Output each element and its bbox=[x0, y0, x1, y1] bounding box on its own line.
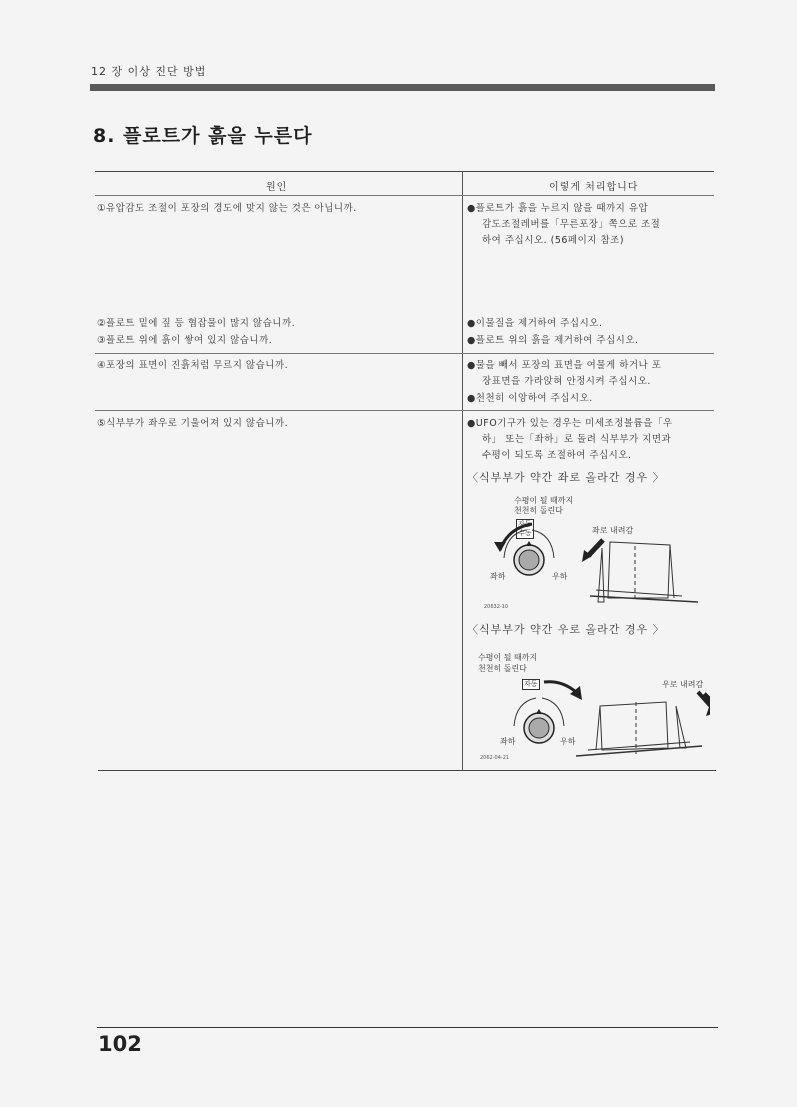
chapter-header: 12 장 이상 진단 방법 bbox=[91, 65, 207, 78]
footer-rule bbox=[97, 1027, 718, 1028]
cause-text: ①유압감도 조절이 포장의 경도에 맞지 않는 것은 아닙니까. bbox=[97, 203, 357, 214]
leveling-diagram-left bbox=[470, 490, 710, 615]
knob-implement-icon bbox=[470, 490, 710, 615]
remedy-item bbox=[467, 316, 702, 332]
right-down-label: 우하 bbox=[552, 572, 568, 581]
leveling-diagram-right bbox=[470, 642, 710, 764]
remedy-item bbox=[467, 416, 702, 464]
remedy-line: ●천천히 이앙하여 주십시오. bbox=[467, 393, 593, 404]
instruction-text: 천천히 돌린다 bbox=[478, 664, 527, 673]
table-top-rule bbox=[95, 171, 714, 172]
left-down-label: 좌하 bbox=[490, 572, 506, 581]
remedy-line: 하여 주십시오. (56페이지 참조) bbox=[482, 235, 625, 246]
lower-label: 좌로 내려감 bbox=[592, 526, 634, 535]
remedy-item bbox=[467, 201, 702, 249]
remedy-line: ●플로트가 흙을 누르지 않을 때까지 유압 bbox=[467, 203, 649, 214]
figure-code: 20632-10 bbox=[484, 604, 509, 610]
table-row-rule bbox=[95, 410, 714, 411]
table-bottom-rule bbox=[98, 770, 716, 771]
section-title: 8. 플로트가 흙을 누른다 bbox=[93, 125, 313, 147]
instruction-text: 천천히 돌린다 bbox=[514, 506, 563, 515]
remedy-line: ●이물질을 제거하여 주십시오. bbox=[467, 318, 603, 329]
figure-code: 2062-04-21 bbox=[480, 755, 510, 761]
cause-text: ⑤식부부가 좌우로 기울어져 있지 않습니까. bbox=[97, 418, 289, 429]
table-column-divider bbox=[462, 171, 463, 771]
remedy-line: ●플로트 위의 흙을 제거하여 주십시오. bbox=[467, 335, 639, 346]
lower-label: 우로 내려감 bbox=[662, 680, 704, 689]
figure-caption: 〈식부부가 약간 우로 올라간 경우 〉 bbox=[467, 623, 665, 636]
remedy-item bbox=[467, 333, 702, 349]
remedy-line: ●UFO기구가 있는 경우는 미세조정볼륨을「우 bbox=[467, 418, 673, 429]
mode-auto-label: 자동 bbox=[524, 680, 538, 688]
remedy-line: 수평이 되도록 조절하여 주십시오. bbox=[482, 450, 632, 461]
remedy-item bbox=[467, 391, 702, 407]
mode-manual-label: 수동 bbox=[518, 529, 532, 537]
column-header-remedy: 이렇게 처리합니다 bbox=[549, 182, 639, 193]
table-header-rule bbox=[95, 195, 714, 196]
column-header-cause: 원인 bbox=[266, 182, 288, 193]
cause-text: ④포장의 표면이 진흙처럼 무르지 않습니까. bbox=[97, 360, 289, 371]
remedy-line: 장표면을 가라앉혀 안정시켜 주십시오. bbox=[482, 376, 651, 387]
header-bar bbox=[90, 84, 715, 91]
remedy-line: ●물을 빼서 포장의 표면을 여물게 하거나 포 bbox=[467, 360, 662, 371]
mode-auto-label: 자동 bbox=[518, 520, 532, 528]
cause-text: ②플로트 밑에 짚 등 협잡물이 많지 않습니까. bbox=[97, 318, 296, 329]
table-row-rule bbox=[95, 353, 714, 354]
right-down-label: 우하 bbox=[560, 737, 576, 746]
cause-text: ③플로트 위에 흙이 쌓여 있지 않습니까. bbox=[97, 335, 273, 346]
remedy-item bbox=[467, 358, 702, 390]
page-number: 102 bbox=[98, 1032, 142, 1056]
left-down-label: 좌하 bbox=[500, 737, 516, 746]
figure-caption: 〈식부부가 약간 좌로 올라간 경우 〉 bbox=[467, 471, 665, 484]
instruction-text: 수평이 될 때까지 bbox=[514, 496, 574, 505]
instruction-text: 수평이 될 때까지 bbox=[478, 653, 538, 662]
remedy-line: 감도조절레버를「무른포장」쪽으로 조절 bbox=[482, 219, 661, 230]
remedy-line: 하」 또는「좌하」로 돌려 식부부가 지면과 bbox=[482, 434, 672, 445]
